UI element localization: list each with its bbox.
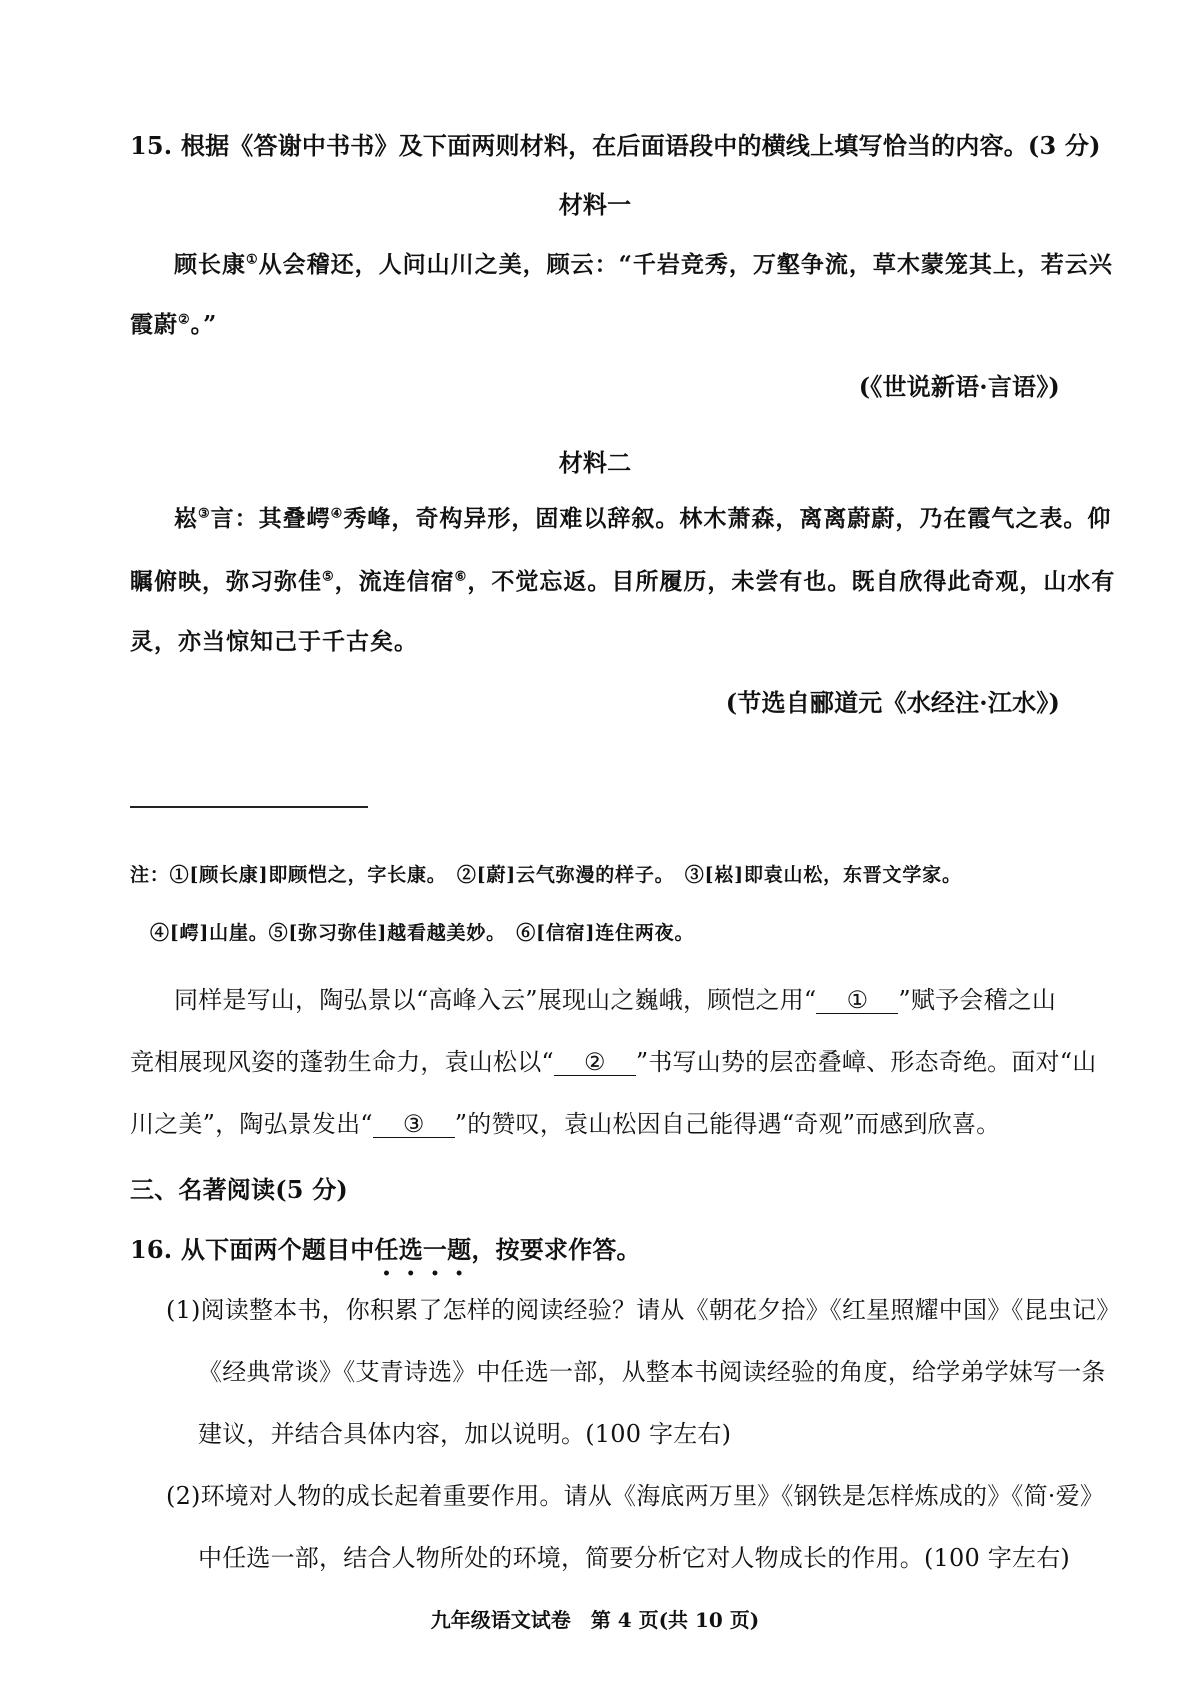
question-15-stem: 15. 根据《答谢中书书》及下面两则材料，在后面语段中的横线上填写恰当的内容。(3 分) <box>130 131 1101 160</box>
material-1-line-2 <box>130 306 1060 339</box>
material-1-text: 。” <box>190 311 218 338</box>
question-16-text: ，按要求作答。 <box>471 1235 641 1264</box>
fill-text: ”的赞叹，袁山松因自己能得遇“奇观”而感到欣喜。 <box>454 1110 1001 1138</box>
fill-text: 竞相展现风姿的蓬勃生命力，袁山松以“ <box>130 1048 554 1076</box>
fill-paragraph-line-2 <box>130 1042 1097 1077</box>
fill-text: 同样是写山，陶弘景以“高峰入云”展现山之巍峨，顾恺之用“ <box>174 986 817 1014</box>
question-16-text: 16. 从下面两个题目中 <box>130 1235 375 1264</box>
note-marker-2: ② <box>178 312 191 328</box>
note-marker-4: ④ <box>330 506 344 522</box>
material-1-text: 顾长康 <box>174 251 246 278</box>
option-2-line-1: (2)环境对人物的成长起着重要作用。请从《海底两万里》《钢铁是怎样炼成的》《简·爱》 <box>166 1482 1105 1510</box>
footnotes-line-2: ④[崿]山崖。⑤[弥习弥佳]越看越美妙。 ⑥[信宿]连住两夜。 <box>150 922 695 944</box>
fill-paragraph-line-1 <box>130 980 1060 1015</box>
emphasis-char: 任 <box>374 1235 399 1264</box>
note-marker-1: ① <box>246 252 259 268</box>
material-2-source: (节选自郦道元《水经注·江水》) <box>725 688 1060 717</box>
material-2-text: ，流连信宿 <box>334 568 455 595</box>
answer-blank-2[interactable]: ② <box>554 1049 636 1076</box>
material-2-line-2 <box>130 563 1116 596</box>
emphasis-char: 一 <box>422 1235 448 1264</box>
option-1-line-2: 《经典常谈》《艾青诗选》中任选一部，从整本书阅读经验的角度，给学弟学妹写一条 <box>198 1358 1106 1386</box>
fill-paragraph-line-3 <box>130 1104 1060 1139</box>
material-1-text: 从会稽还，人问山川之美，顾云：“千岩竞秀，万壑争流，草木蒙笼其上，若云兴 <box>258 251 1113 278</box>
note-marker-5: ⑤ <box>322 569 335 585</box>
answer-blank-3[interactable]: ③ <box>373 1111 455 1138</box>
section-3-heading: 三、名著阅读(5 分) <box>130 1175 348 1204</box>
question-16-stem <box>130 1230 1060 1265</box>
footnotes-line-1: 注：①[顾长康]即顾恺之，字长康。 ②[蔚]云气弥漫的样子。 ③[崧]即袁山松，东晋文学家。 <box>130 864 962 886</box>
material-2-text: 言：其叠崿 <box>210 505 331 532</box>
material-2-line-3: 灵，亦当惊知己于千古矣。 <box>130 628 418 655</box>
option-2-line-2: 中任选一部，结合人物所处的环境，简要分析它对人物成长的作用。(100 字左右) <box>198 1544 1070 1572</box>
material-2-text: 瞩俯映，弥习弥佳 <box>130 568 322 595</box>
fill-text: ”赋予会稽之山 <box>898 986 1057 1014</box>
material-1-line-1 <box>130 246 1113 279</box>
material-1-source: (《世说新语·言语》) <box>858 372 1060 401</box>
material-1-text: 霞蔚 <box>130 311 178 338</box>
option-1-line-3: 建议，并结合具体内容，加以说明。(100 字左右) <box>198 1420 732 1448</box>
emphasis-char: 选 <box>398 1235 423 1264</box>
material-2-text: 秀峰，奇构异形，固难以辞叙。林木萧森，离离蔚蔚，乃在霞气之表。仰 <box>343 505 1112 532</box>
material-1-title: 材料一 <box>558 190 632 219</box>
material-2-title: 材料二 <box>558 448 632 477</box>
footnote-divider <box>130 806 368 808</box>
fill-text: 川之美”，陶弘景发出“ <box>130 1110 373 1138</box>
page-footer: 九年级语文试卷 第 4 页(共 10 页) <box>430 1608 760 1632</box>
material-2-text: ，不觉忘返。目所履历，未尝有也。既自欣得此奇观，山水有 <box>467 568 1116 595</box>
note-marker-3: ③ <box>198 506 211 522</box>
emphasis-char: 题 <box>447 1235 472 1264</box>
fill-text: ”书写山势的层峦叠嶂、形态奇绝。面对“山 <box>635 1048 1097 1076</box>
material-2-line-1 <box>130 500 1112 533</box>
note-marker-6: ⑥ <box>454 569 468 585</box>
answer-blank-1[interactable]: ① <box>816 987 898 1014</box>
option-1-line-1: (1)阅读整本书，你积累了怎样的阅读经验？请从《朝花夕拾》《红星照耀中国》《昆虫记》 <box>166 1296 1121 1324</box>
material-2-text: 崧 <box>174 505 198 532</box>
